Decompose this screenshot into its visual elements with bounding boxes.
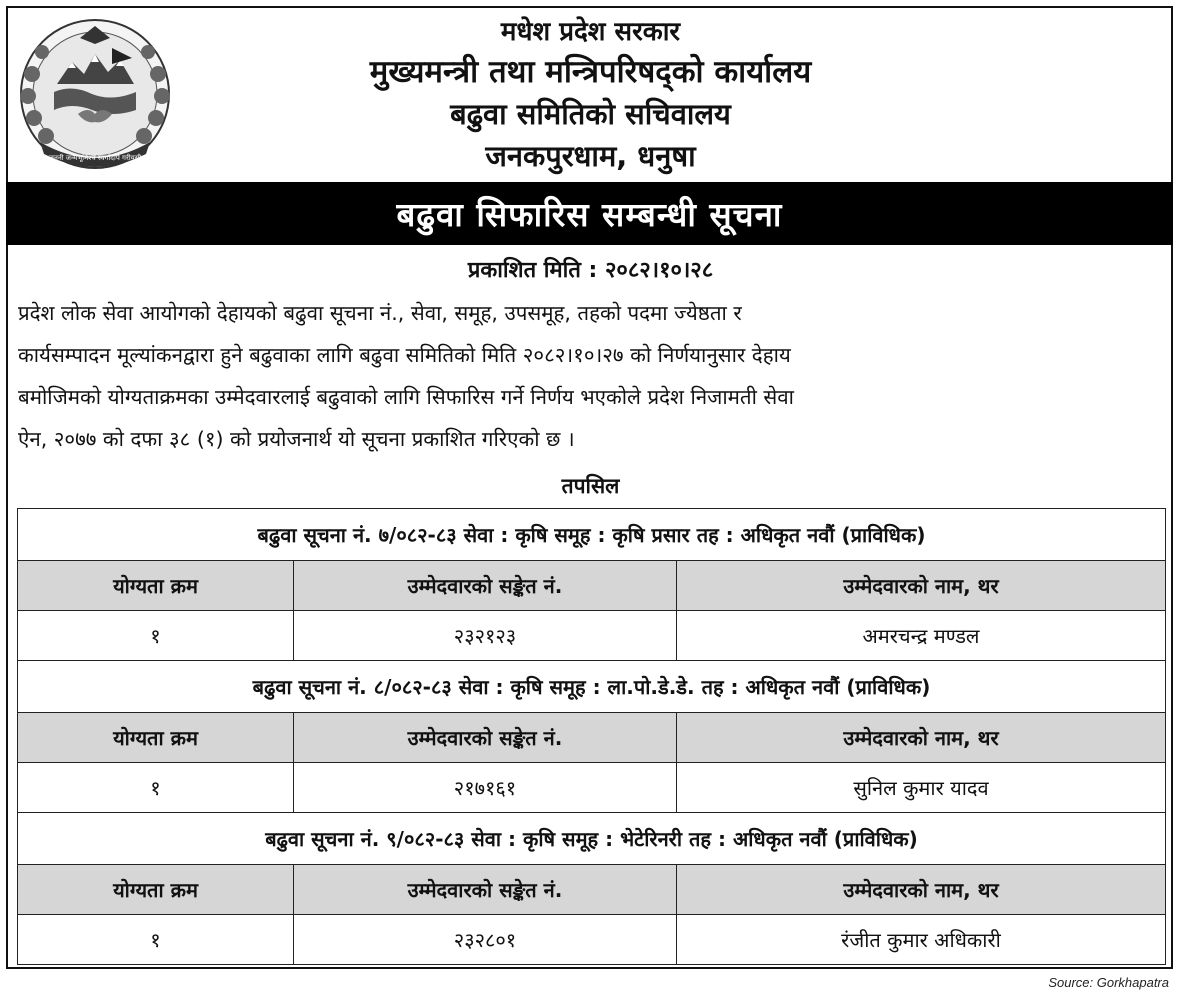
table-row xyxy=(18,611,1166,661)
promotion-table xyxy=(17,508,1166,965)
body-line-4: ऐन, २०७७ को दफा ३८ (१) को प्रयोजनार्थ यो सूचना प्रकाशित गरिएको छ । xyxy=(18,427,575,451)
source-credit: Source: Gorkhapatra xyxy=(1048,975,1169,990)
cell-code: २३२८०१ xyxy=(294,915,677,965)
secretariat-name: बढुवा समितिको सचिवालय xyxy=(450,97,731,131)
notice-row xyxy=(18,509,1166,561)
header-code: उम्मेदवारको सङ्केत नं. xyxy=(294,713,677,763)
office-name: मुख्यमन्त्री तथा मन्त्रिपरिषद्को कार्यालय xyxy=(369,54,812,90)
published-date: प्रकाशित मिति : २०८२।१०।२८ xyxy=(467,258,714,283)
emblem-motto: जननी जन्मभूमिश्च स्वर्गादपि गरीयसी xyxy=(48,154,142,162)
header-rank: योग्यता क्रम xyxy=(18,713,294,763)
header-code: उम्मेदवारको सङ्केत नं. xyxy=(294,561,677,611)
body-line-3: बमोजिमको योग्यताक्रमका उम्मेदवारलाई बढुवाको लागि सिफारिस गर्ने निर्णय भएकोले प्रदेश निजामती सेवा xyxy=(18,385,794,409)
cell-code: २१७१६१ xyxy=(294,763,677,813)
header-rank: योग्यता क्रम xyxy=(18,561,294,611)
header-rank: योग्यता क्रम xyxy=(18,865,294,915)
notice-title: बढुवा सिफारिस सम्बन्धी सूचना xyxy=(6,182,1173,245)
cell-code: २३२१२३ xyxy=(294,611,677,661)
header-name: उम्मेदवारको नाम, थर xyxy=(677,713,1166,763)
cell-name: सुनिल कुमार यादव xyxy=(677,763,1166,813)
body-line-2: कार्यसम्पादन मूल्यांकनद्वारा हुने बढुवाका लागि बढुवा समितिको मिति २०८२।१०।२७ को निर्णयानुसार देहाय xyxy=(18,343,791,367)
cell-name: अमरचन्द्र मण्डल xyxy=(677,611,1166,661)
notice-details: बढुवा सूचना नं. ८/०८२-८३ सेवा : कृषि समूह : ला.पो.डे.डे. तह : अधिकृत नवौं (प्राविधिक) xyxy=(18,661,1166,713)
cell-rank: १ xyxy=(18,611,294,661)
header-name: उम्मेदवारको नाम, थर xyxy=(677,865,1166,915)
schedule-heading: तपसिल xyxy=(561,474,620,498)
header-name: उम्मेदवारको नाम, थर xyxy=(677,561,1166,611)
body-line-1: प्रदेश लोक सेवा आयोगको देहायको बढुवा सूचना नं., सेवा, समूह, उपसमूह, तहको पदमा ज्येष्ठता र xyxy=(18,301,742,325)
office-location: जनकपुरधाम, धनुषा xyxy=(485,139,696,173)
cell-rank: १ xyxy=(18,763,294,813)
notice-row xyxy=(18,813,1166,865)
table-row xyxy=(18,915,1166,965)
table-row xyxy=(18,763,1166,813)
government-name: मधेश प्रदेश सरकार xyxy=(500,17,681,47)
notice-row xyxy=(18,661,1166,713)
notice-details: बढुवा सूचना नं. ९/०८२-८३ सेवा : कृषि समूह : भेटेरिनरी तह : अधिकृत नवौं (प्राविधिक) xyxy=(18,813,1166,865)
column-header-row xyxy=(18,865,1166,915)
column-header-row xyxy=(18,713,1166,763)
header-code: उम्मेदवारको सङ्केत नं. xyxy=(294,865,677,915)
cell-rank: १ xyxy=(18,915,294,965)
column-header-row xyxy=(18,561,1166,611)
cell-name: रंजीत कुमार अधिकारी xyxy=(677,915,1166,965)
notice-details: बढुवा सूचना नं. ७/०८२-८३ सेवा : कृषि समूह : कृषि प्रसार तह : अधिकृत नवौं (प्राविधिक) xyxy=(18,509,1166,561)
